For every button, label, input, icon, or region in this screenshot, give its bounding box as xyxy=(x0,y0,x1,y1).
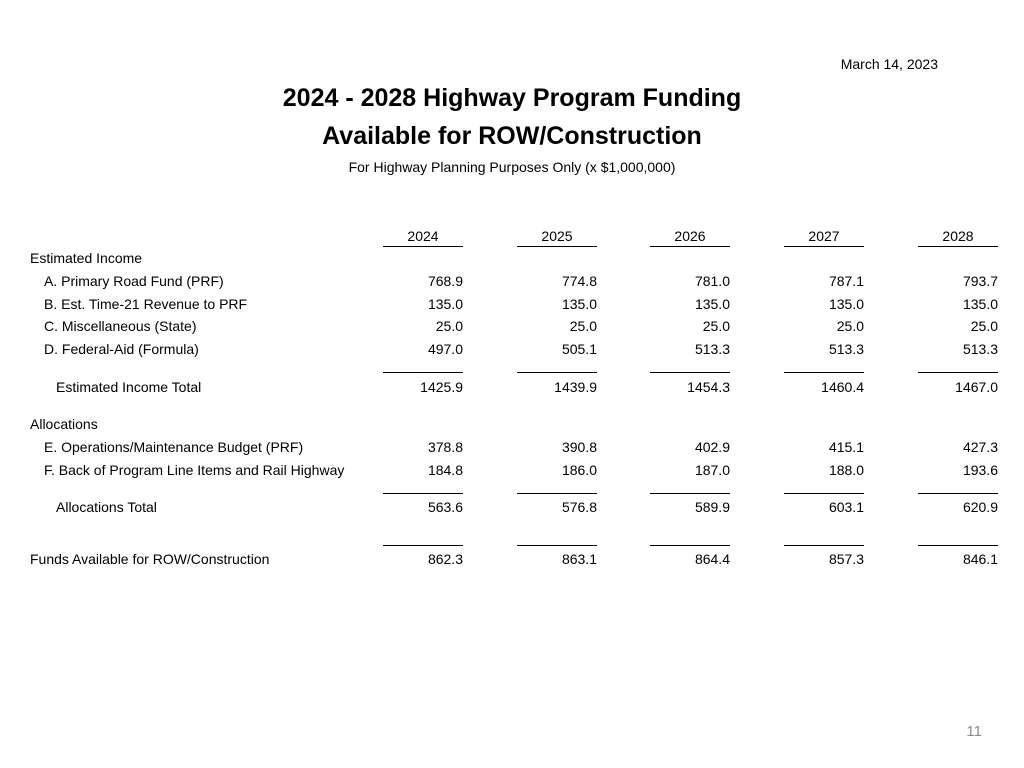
value-cell: 620.9 xyxy=(962,499,998,515)
date-label: March 14, 2023 xyxy=(840,56,938,72)
table-row xyxy=(0,341,1024,363)
value-cell: 184.8 xyxy=(427,462,463,478)
year-header: 2025 xyxy=(517,228,597,247)
subtotal-rule xyxy=(650,493,730,494)
table-row xyxy=(0,273,1024,295)
value-cell: 864.4 xyxy=(694,551,730,567)
row-label: E. Operations/Maintenance Budget (PRF) xyxy=(44,439,304,455)
subtotal-rule xyxy=(383,493,463,494)
row-label: Allocations Total xyxy=(56,499,157,515)
year-header: 2024 xyxy=(383,228,463,247)
value-cell: 188.0 xyxy=(828,462,864,478)
value-cell: 25.0 xyxy=(435,318,463,334)
year-header: 2028 xyxy=(918,228,998,247)
year-header: 2026 xyxy=(650,228,730,247)
table-row xyxy=(0,462,1024,484)
page-number: 11 xyxy=(966,723,982,740)
value-cell: 415.1 xyxy=(828,439,864,455)
total-rule xyxy=(650,545,730,546)
value-cell: 787.1 xyxy=(828,273,864,289)
value-cell: 186.0 xyxy=(561,462,597,478)
value-cell: 187.0 xyxy=(694,462,730,478)
funds-available-row xyxy=(0,551,1024,573)
row-label: Estimated Income Total xyxy=(56,379,202,395)
value-cell: 863.1 xyxy=(561,551,597,567)
section-label: Allocations xyxy=(30,416,98,432)
value-cell: 513.3 xyxy=(828,341,864,357)
section-heading-income xyxy=(0,250,1024,272)
row-label: D. Federal-Aid (Formula) xyxy=(44,341,199,357)
value-cell: 25.0 xyxy=(836,318,864,334)
section-label: Estimated Income xyxy=(30,250,143,266)
section-heading-allocations xyxy=(0,416,1024,438)
value-cell: 793.7 xyxy=(962,273,998,289)
subtotal-rule xyxy=(383,372,463,373)
value-cell: 1460.4 xyxy=(821,379,864,395)
value-cell: 862.3 xyxy=(427,551,463,567)
subtotal-rule xyxy=(918,372,998,373)
value-cell: 193.6 xyxy=(962,462,998,478)
total-rule xyxy=(517,545,597,546)
value-cell: 768.9 xyxy=(427,273,463,289)
value-cell: 390.8 xyxy=(561,439,597,455)
value-cell: 576.8 xyxy=(561,499,597,515)
value-cell: 1454.3 xyxy=(687,379,730,395)
value-cell: 513.3 xyxy=(694,341,730,357)
subtotal-rule xyxy=(517,493,597,494)
value-cell: 505.1 xyxy=(561,341,597,357)
value-cell: 603.1 xyxy=(828,499,864,515)
value-cell: 135.0 xyxy=(694,296,730,312)
value-cell: 589.9 xyxy=(694,499,730,515)
value-cell: 135.0 xyxy=(962,296,998,312)
row-label: B. Est. Time-21 Revenue to PRF xyxy=(44,296,248,312)
page-title: 2024 - 2028 Highway Program Funding xyxy=(282,84,742,112)
row-label: A. Primary Road Fund (PRF) xyxy=(44,273,224,289)
value-cell: 25.0 xyxy=(569,318,597,334)
value-cell: 427.3 xyxy=(962,439,998,455)
page-title-line2: Available for ROW/Construction xyxy=(322,122,702,150)
value-cell: 25.0 xyxy=(970,318,998,334)
table-row xyxy=(0,318,1024,340)
page-subtitle: For Highway Planning Purposes Only (x $1,000,000) xyxy=(348,159,676,175)
value-cell: 402.9 xyxy=(694,439,730,455)
value-cell: 563.6 xyxy=(427,499,463,515)
subtotal-rule xyxy=(650,372,730,373)
value-cell: 857.3 xyxy=(828,551,864,567)
year-header-row xyxy=(0,228,1024,250)
year-header: 2027 xyxy=(784,228,864,247)
value-cell: 1439.9 xyxy=(554,379,597,395)
value-cell: 513.3 xyxy=(962,341,998,357)
row-label: Funds Available for ROW/Construction xyxy=(30,551,270,567)
value-cell: 135.0 xyxy=(427,296,463,312)
income-total-row xyxy=(0,379,1024,401)
value-cell: 774.8 xyxy=(561,273,597,289)
table-row xyxy=(0,296,1024,318)
value-cell: 497.0 xyxy=(427,341,463,357)
value-cell: 1425.9 xyxy=(420,379,463,395)
value-cell: 781.0 xyxy=(694,273,730,289)
subtotal-rule xyxy=(784,493,864,494)
value-cell: 378.8 xyxy=(427,439,463,455)
allocations-total-row xyxy=(0,499,1024,521)
value-cell: 135.0 xyxy=(561,296,597,312)
value-cell: 135.0 xyxy=(828,296,864,312)
value-cell: 25.0 xyxy=(702,318,730,334)
value-cell: 846.1 xyxy=(962,551,998,567)
value-cell: 1467.0 xyxy=(955,379,998,395)
total-rule xyxy=(784,545,864,546)
subtotal-rule xyxy=(918,493,998,494)
subtotal-rule xyxy=(784,372,864,373)
subtotal-rule xyxy=(517,372,597,373)
total-rule xyxy=(918,545,998,546)
table-row xyxy=(0,439,1024,461)
row-label: C. Miscellaneous (State) xyxy=(44,318,197,334)
row-label: F. Back of Program Line Items and Rail Highway xyxy=(44,462,345,478)
total-rule xyxy=(383,545,463,546)
